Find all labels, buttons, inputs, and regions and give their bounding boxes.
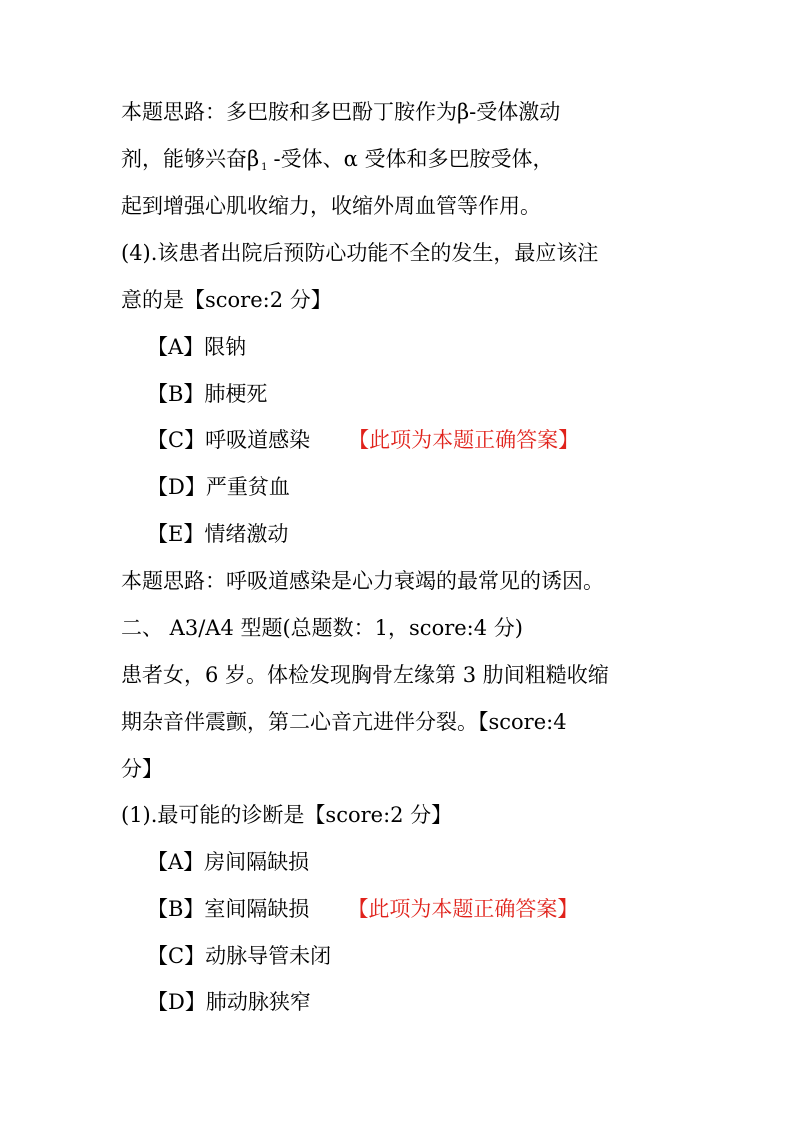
option-text: 【C】呼吸道感染 <box>147 428 311 452</box>
question-line: 意的是【score:2 分】 <box>121 288 332 312</box>
explanation-line: 本题思路：呼吸道感染是心力衰竭的最常见的诱因。 <box>121 569 604 593</box>
correct-answer-mark: 【此项为本题正确答案】 <box>347 897 579 921</box>
case-line: 患者女，6 岁。体检发现胸骨左缘第 3 肋间粗糙收缩 <box>121 663 609 687</box>
option-a <box>147 847 309 877</box>
option-c <box>147 425 579 455</box>
option-b <box>147 379 267 409</box>
option-d <box>147 472 290 502</box>
question-line: (1).最可能的诊断是【score:2 分】 <box>121 803 453 827</box>
case-description <box>121 660 609 690</box>
option-b <box>147 894 578 924</box>
question-stem <box>121 800 452 830</box>
option-c <box>147 941 331 971</box>
question-line: (4).该患者出院后预防心功能不全的发生，最应该注 <box>121 241 599 265</box>
question-stem <box>121 238 598 268</box>
correct-answer-mark: 【此项为本题正确答案】 <box>348 428 580 452</box>
explanation-text <box>121 97 560 127</box>
section-title: 二、 A3/A4 型题(总题数：1，score:4 分) <box>121 616 523 640</box>
option-text: 【B】肺梗死 <box>147 382 268 406</box>
option-a <box>147 332 246 362</box>
explanation-line: 起到增强心肌收缩力，收缩外周血管等作用。 <box>121 194 541 218</box>
option-text: 【C】动脉导管未闭 <box>147 944 332 968</box>
case-line: 分】 <box>121 757 163 781</box>
option-text: 【B】室间隔缺损 <box>147 897 310 921</box>
explanation-text <box>121 191 541 221</box>
option-text: 【A】限钠 <box>147 335 247 359</box>
subscript: 1 <box>261 162 268 173</box>
option-text: 【D】肺动脉狭窄 <box>147 990 311 1014</box>
case-description <box>121 707 567 737</box>
section-heading <box>121 613 523 643</box>
option-text: 【A】房间隔缺损 <box>147 850 310 874</box>
option-e <box>147 519 288 549</box>
explanation-line: -受体、α 受体和多巴胺受体， <box>273 147 554 171</box>
option-d <box>147 987 311 1017</box>
explanation-line: 剂，能够兴奋β <box>121 147 260 171</box>
case-line: 期杂音伴震颤，第二心音亢进伴分裂。【score:4 <box>121 710 567 734</box>
explanation-text <box>121 144 553 174</box>
question-stem <box>121 285 332 315</box>
explanation-text <box>121 566 604 596</box>
option-text: 【D】严重贫血 <box>147 475 290 499</box>
case-description <box>121 754 163 784</box>
explanation-line: 本题思路：多巴胺和多巴酚丁胺作为β-受体激动 <box>121 100 561 124</box>
option-text: 【E】情绪激动 <box>147 522 289 546</box>
